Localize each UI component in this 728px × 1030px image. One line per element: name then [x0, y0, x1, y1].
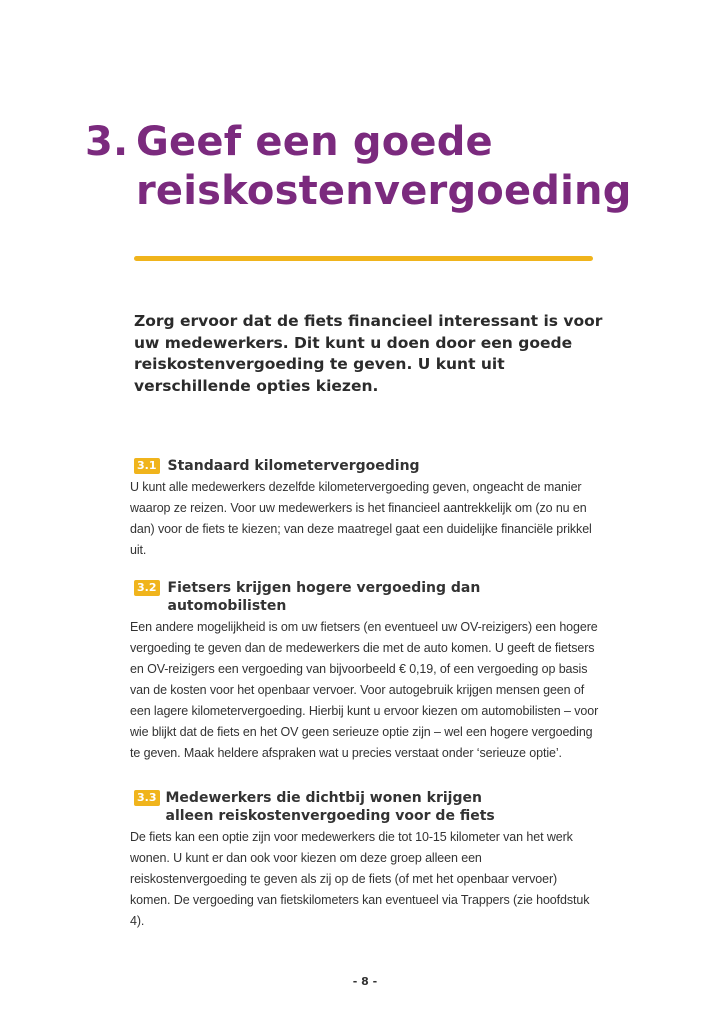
section-3-1: [130, 457, 600, 561]
title-divider: [134, 256, 593, 261]
section-heading: [130, 789, 600, 825]
section-title: Medewerkers die dichtbij wonen krijgen alleen reiskostenvergoeding voor de fiets: [165, 790, 495, 824]
section-3-3: [130, 789, 600, 932]
section-body: U kunt alle medewerkers dezelfde kilometervergoeding geven, ongeacht de manier waarop ze reizen. Voor uw medewerkers is het financieel aantrekkelijk om (zo nu en dan) voor de fiets te kiezen; van deze maatregel gaat een duidelijke financiële prikkel uit.: [130, 480, 592, 557]
section-heading: [130, 457, 600, 475]
intro-paragraph: Zorg ervoor dat de fiets financieel interessant is voor uw medewerkers. Dit kunt u doen door een goede reiskostenvergoeding te geven. U kunt uit verschillende opties kiezen.: [134, 312, 603, 395]
section-body: Een andere mogelijkheid is om uw fietsers (en eventueel uw OV-reizigers) een hogere vergoeding te geven dan de medewerkers die met de auto komen. U geeft de fietsers en OV-reizigers een vergoeding van bijvoorbeeld € 0,19, of een vergoeding op basis van de kosten voor het openbaar vervoer. Voor autogebruik krijgen mensen geen of een lagere kilometervergoeding. Hierbij kunt u ervoor kiezen om automobilisten – voor wie blijkt dat de fiets en het OV geen serieuze optie zijn – wel een hogere vergoeding te geven. Maak heldere afspraken wat u precies verstaat onder ‘serieuze optie’.: [130, 620, 599, 760]
chapter-title-line-2: reiskostenvergoeding: [136, 168, 632, 214]
section-3-2: [130, 579, 600, 764]
section-heading: [130, 579, 600, 615]
section-number-badge: 3.1: [134, 458, 160, 474]
chapter-title-line-1: Geef een goede: [136, 119, 493, 165]
section-title: Fietsers krijgen hogere vergoeding dan automobilisten: [167, 580, 481, 614]
chapter-number: 3.: [85, 119, 129, 165]
section-body: De fiets kan een optie zijn voor medewerkers die tot 10-15 kilometer van het werk wonen. U kunt er dan ook voor kiezen om deze groep alleen een reiskostenvergoeding te geven als zij op de fiets (of met het openbaar vervoer) komen. De vergoeding van fietskilometers kan eventueel via Trappers (zie hoofdstuk 4).: [130, 830, 590, 928]
section-number-badge: 3.3: [134, 790, 160, 806]
section-number-badge: 3.2: [134, 580, 160, 596]
page-number: - 8 -: [352, 975, 378, 988]
chapter-title: [85, 118, 632, 216]
section-title: Standaard kilometervergoeding: [167, 458, 420, 474]
